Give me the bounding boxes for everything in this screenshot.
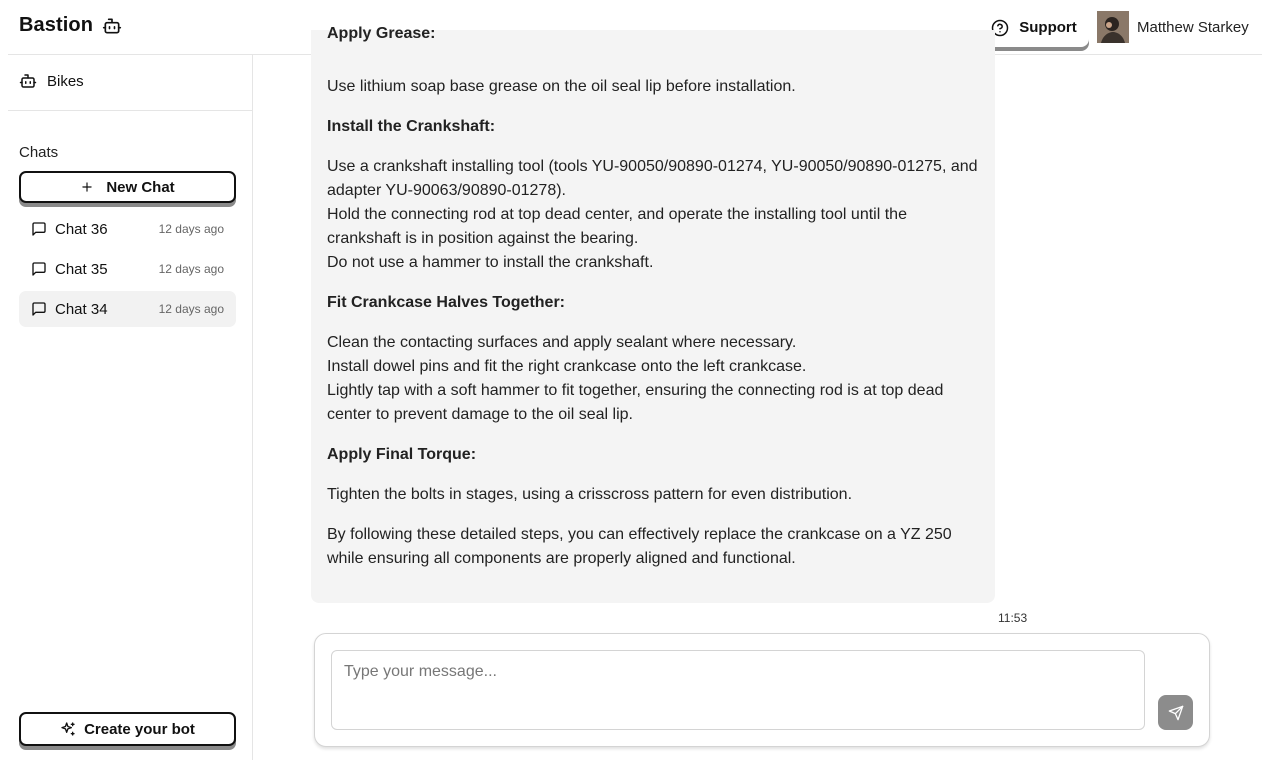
message-paragraph: Use lithium soap base grease on the oil seal lip before installation.: [327, 78, 796, 95]
message-paragraph: Lightly tap with a soft hammer to fit together, ensuring the connecting rod is at top dead center to prevent damage to the oil seal lip.: [327, 382, 944, 423]
message-paragraph: Hold the connecting rod at top dead center, and operate the installing tool until the crankshaft is in position against the bearing.: [327, 206, 907, 247]
new-chat-label: New Chat: [106, 178, 175, 196]
send-icon: [1168, 705, 1184, 721]
chat-list-item-active[interactable]: [19, 291, 236, 327]
send-button[interactable]: [1158, 695, 1193, 730]
composer: [314, 633, 1210, 747]
chat-time: 12 days ago: [158, 262, 224, 276]
message-heading: Fit Crankcase Halves Together:: [327, 294, 566, 311]
new-chat-button[interactable]: [19, 171, 236, 203]
robot-icon: [102, 16, 122, 36]
chat-list-item[interactable]: [19, 251, 236, 287]
user-menu[interactable]: [1097, 11, 1249, 43]
brand: [19, 14, 122, 37]
robot-icon: [19, 72, 37, 90]
message-square-icon: [31, 261, 47, 277]
avatar: [1097, 11, 1129, 43]
message-heading: Apply Final Torque:: [327, 446, 477, 463]
support-label: Support: [1019, 19, 1077, 36]
create-bot-label: Create your bot: [84, 720, 195, 738]
sparkles-icon: [60, 721, 76, 737]
message-paragraph: Use a crankshaft installing tool (tools YU-90050/90890-01274, YU-90050/90890-01275, and adapter YU-90063/90890-01278).: [327, 158, 978, 199]
message-timestamp: 11:53: [998, 611, 1028, 625]
app-title: Bastion: [19, 14, 94, 36]
user-name: Matthew Starkey: [1137, 18, 1249, 36]
sidebar-divider: [252, 55, 253, 760]
plus-icon: [80, 180, 94, 194]
message-paragraph: By following these detailed steps, you can effectively replace the crankcase on a YZ 250 while ensuring all components are properly aligned and functional.: [327, 526, 952, 567]
chat-name: Chat 34: [55, 300, 108, 318]
chat-time: 12 days ago: [158, 302, 224, 316]
message-paragraph: Clean the contacting surfaces and apply sealant where necessary.: [327, 334, 797, 351]
message-paragraph: Install dowel pins and fit the right crankcase onto the left crankcase.: [327, 358, 807, 375]
message-paragraph: Tighten the bolts in stages, using a crisscross pattern for even distribution.: [327, 486, 853, 503]
sidebar-section-divider: [8, 110, 253, 111]
assistant-message: [311, 25, 995, 603]
create-bot-button[interactable]: [19, 712, 236, 746]
message-heading: Install the Crankshaft:: [327, 118, 496, 135]
sidebar-item-bot[interactable]: [19, 72, 84, 90]
message-heading-cut: Apply Grease:: [327, 25, 436, 42]
chat-name: Chat 35: [55, 260, 108, 278]
chat-time: 12 days ago: [158, 222, 224, 236]
chats-heading: Chats: [19, 144, 59, 161]
message-square-icon: [31, 221, 47, 237]
bot-name: Bikes: [47, 72, 84, 90]
chat-name: Chat 36: [55, 220, 108, 238]
message-input[interactable]: [331, 650, 1145, 730]
chat-list-item[interactable]: [19, 211, 236, 247]
message-square-icon: [31, 301, 47, 317]
message-paragraph: Do not use a hammer to install the crankshaft.: [327, 254, 654, 271]
support-button[interactable]: [979, 8, 1089, 47]
